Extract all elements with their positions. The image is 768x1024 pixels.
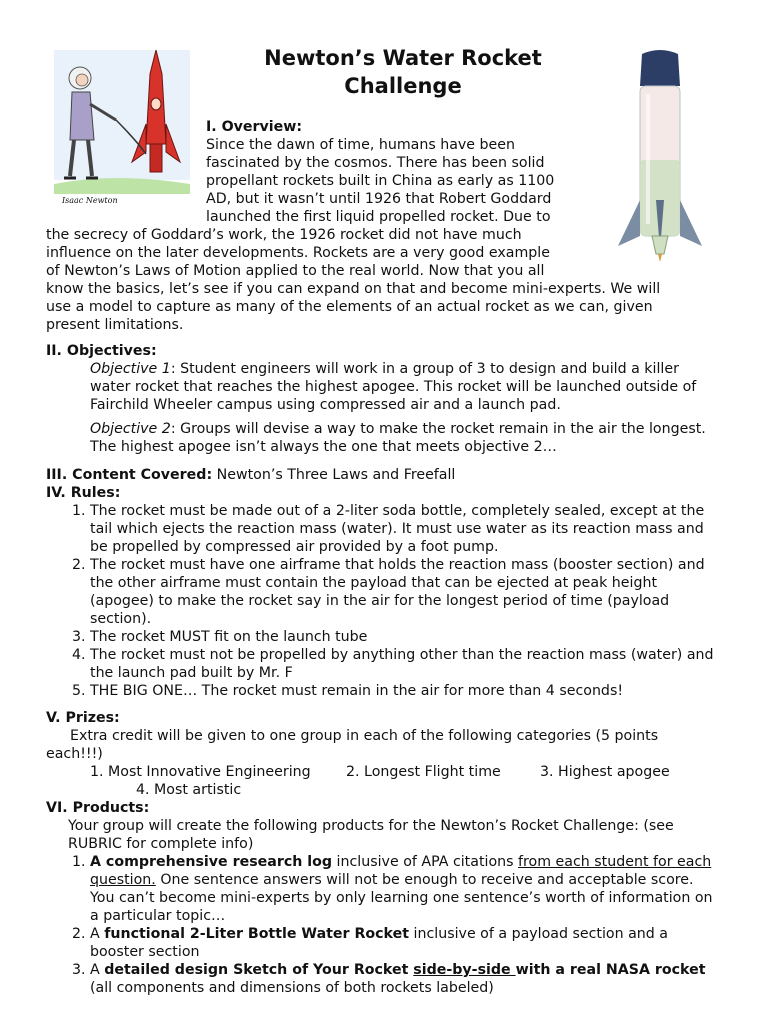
overview-line: use a model to capture as many of the elements of an actual rocket as we can, given xyxy=(46,299,653,315)
page-title xyxy=(228,44,578,100)
overview-line: know the basics, let’s see if you can expand on that and become mini-experts. We will xyxy=(46,281,661,297)
section-objectives xyxy=(46,342,726,462)
prize-category: 2. Longest Flight time xyxy=(346,764,501,780)
section-content-covered xyxy=(46,466,726,484)
product-2-prefix: A xyxy=(90,926,105,942)
product-3-prefix: A xyxy=(90,962,105,978)
products-heading: VI. Products: xyxy=(46,800,150,816)
section-rules xyxy=(46,484,726,700)
product-3-title: detailed design Sketch of Your Rocket xyxy=(104,962,414,978)
product-2-detail: inclusive of a payload section and a booster section xyxy=(90,926,668,960)
objectives-heading: II. Objectives: xyxy=(46,343,157,359)
section-overview xyxy=(46,118,714,334)
overview-line: Since the dawn of time, humans have been xyxy=(206,137,516,153)
rule-item: 4. The rocket must not be propelled by anything other than the reaction mass (water) and the launch pad built by Mr. F xyxy=(90,646,720,682)
prize-categories xyxy=(90,763,726,781)
prize-category: 1. Most Innovative Engineering xyxy=(90,764,311,780)
prize-category: 3. Highest apogee xyxy=(540,764,670,780)
overview-line: influence on the later developments. Rockets are a very good example xyxy=(46,245,550,261)
objective-1 xyxy=(90,360,718,414)
prizes-heading: V. Prizes: xyxy=(46,710,120,726)
product-3-detail: (all components and dimensions of both rockets labeled) xyxy=(90,980,494,996)
objective-1-text: : Student engineers will work in a group of 3 to design and build a killer water rocket that reaches the highest apogee. This rocket will be launched outside of Fairchild Wheeler campus using compressed air and a launch pad. xyxy=(90,361,697,413)
objective-1-label: Objective 1 xyxy=(90,361,171,377)
product-3-title-end: with a real NASA rocket xyxy=(515,962,706,978)
rule-item: 1. The rocket must be made out of a 2-liter soda bottle, completely sealed, except at the tail which ejects the reaction mass (water). It must use water as its reaction mass and be propelled by compressed air provided by a foot pump. xyxy=(90,502,720,556)
overview-line: the secrecy of Goddard’s work, the 1926 rocket did not have much xyxy=(46,227,522,243)
product-3-emphasis: side-by-side xyxy=(413,962,516,978)
cartoon-caption: Isaac Newton xyxy=(62,196,118,205)
rule-item: 5. THE BIG ONE… The rocket must remain in the air for more than 4 seconds! xyxy=(90,682,720,700)
product-item xyxy=(90,961,720,997)
prize-category: 4. Most artistic xyxy=(136,782,242,798)
product-item xyxy=(90,925,720,961)
overview-heading: I. Overview: xyxy=(206,119,303,135)
content-text: Newton’s Three Laws and Freefall xyxy=(212,467,456,483)
objective-2 xyxy=(90,420,718,456)
overview-line: present limitations. xyxy=(46,317,184,333)
prizes-intro-cont: each!!!) xyxy=(46,746,103,762)
product-item xyxy=(90,853,720,925)
product-1-emphasis: from each student for each question. xyxy=(90,854,712,888)
content-heading: III. Content Covered: xyxy=(46,467,213,483)
objective-2-label: Objective 2 xyxy=(90,421,171,437)
objective-2-text: : Groups will devise a way to make the rocket remain in the air the longest. The highest apogee isn’t always the one that meets objective 2… xyxy=(90,421,706,455)
overview-line: of Newton’s Laws of Motion applied to the real world. Now that you all xyxy=(46,263,545,279)
rule-item: 3. The rocket MUST fit on the launch tube xyxy=(90,628,720,646)
section-prizes xyxy=(46,709,726,799)
title-line-2: Challenge xyxy=(344,74,462,98)
title-line-1: Newton’s Water Rocket xyxy=(264,46,542,70)
product-1-detail: One sentence answers will not be enough to receive and acceptable score. You can’t become mini-experts by only learning one sentence’s worth of information on a particular topic… xyxy=(90,872,713,924)
rules-list xyxy=(46,502,720,700)
overview-line: AD, but it wasn’t until 1926 that Robert Goddard xyxy=(206,191,552,207)
overview-line: fascinated by the cosmos. There has been solid xyxy=(206,155,545,171)
prizes-intro: Extra credit will be given to one group in each of the following categories (5 points xyxy=(70,728,659,744)
products-list xyxy=(46,853,720,997)
products-intro: Your group will create the following products for the Newton’s Rocket Challenge: (see RUBRIC for complete info) xyxy=(68,818,674,852)
product-2-title: functional 2-Liter Bottle Water Rocket xyxy=(104,926,410,942)
product-1-title: A comprehensive research log xyxy=(90,854,333,870)
rules-heading: IV. Rules: xyxy=(46,485,121,501)
section-products xyxy=(46,799,726,997)
overview-line: launched the first liquid propelled rocket. Due to xyxy=(206,209,551,225)
product-1-text: inclusive of APA citations xyxy=(332,854,519,870)
overview-line: propellant rockets built in China as early as 1100 xyxy=(206,173,555,189)
rule-item: 2. The rocket must have one airframe that holds the reaction mass (booster section) and the other airframe must contain the payload that can be ejected at peak height (apogee) to make the rocket say in the air for the longest period of time (payload section). xyxy=(90,556,720,628)
